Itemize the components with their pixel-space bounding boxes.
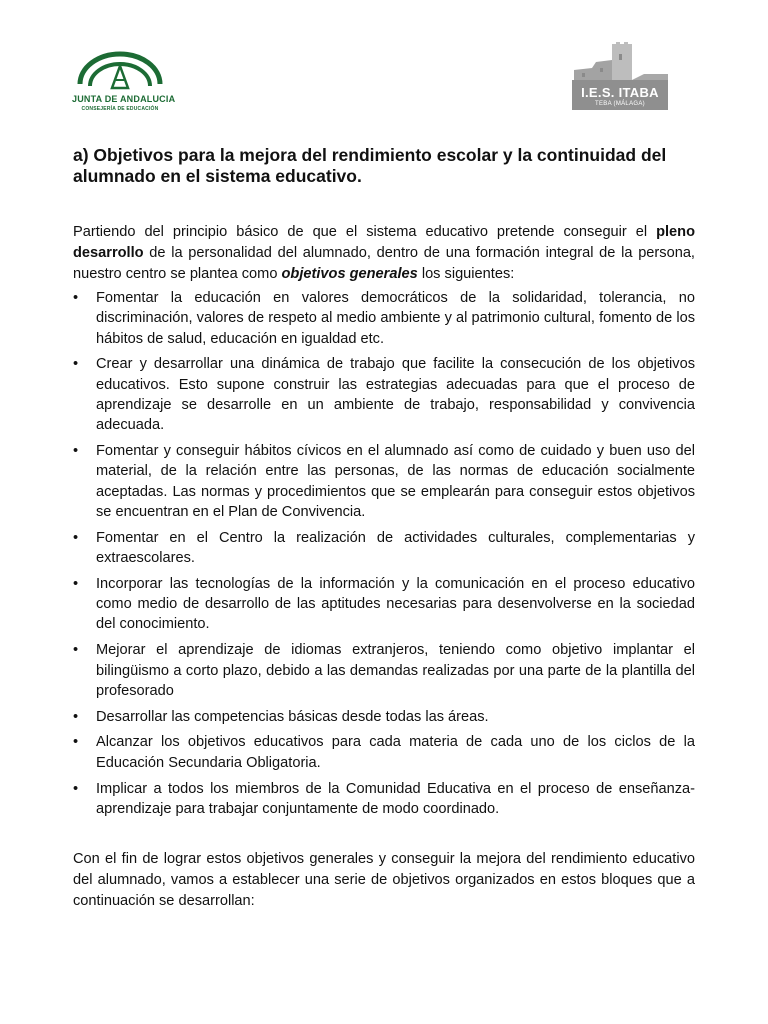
- intro-text-3: los siguientes:: [417, 266, 515, 282]
- objectives-list: [73, 288, 695, 825]
- intro-text-2: de la personalidad del alumnado, dentro de una formación integral de la persona, nuestro centro se plantea como: [73, 245, 695, 282]
- section-heading: a) Objetivos para la mejora del rendimiento escolar y la continuidad del alumnado en el sistema educativo.: [73, 145, 667, 186]
- objective-item: • Fomentar y conseguir hábitos cívicos en el alumnado así como de cuidado y buen uso del material, de la relación entre las personas, de las normas de educación socialmente aceptadas. Las normas y procedimientos que se emplearán para conseguir estos objetivos se encuentran en el Plan de Convivencia.: [73, 441, 695, 522]
- objective-item: • Incorporar las tecnologías de la información y la comunicación en el proceso educativo como medio de desarrollo de las aptitudes necesarias para desenvolverse en la sociedad del conocimiento.: [73, 574, 695, 635]
- objective-item: • Desarrollar las competencias básicas desde todas las áreas.: [73, 707, 695, 727]
- ies-logo-name: I.E.S. ITABA: [581, 85, 659, 100]
- intro-paragraph: [73, 222, 695, 285]
- junta-logo-subtitle: CONSEJERÍA DE EDUCACIÓN: [81, 106, 159, 112]
- objective-item: • Implicar a todos los miembros de la Comunidad Educativa en el proceso de enseñanza-aprendizaje para trabajar conjuntamente de modo coordinado.: [73, 779, 695, 820]
- junta-arch-emblem-icon: [72, 50, 168, 94]
- junta-andalucia-logo: [72, 50, 176, 116]
- ies-itaba-logo: [572, 40, 668, 110]
- closing-paragraph: Con el fin de lograr estos objetivos generales y conseguir la mejora del rendimiento educativo del alumnado, vamos a establecer una serie de objetivos organizados en estos bloques que a continuación se desarrollan:: [73, 851, 695, 909]
- ies-logo-location: TEBA (MÁLAGA): [595, 101, 645, 107]
- intro-bold-phrase: pleno desarrollo: [73, 224, 695, 261]
- intro-text-1: Partiendo del principio básico de que el sistema educativo pretende conseguir el: [73, 224, 657, 240]
- junta-logo-title: JUNTA DE ANDALUCIA: [72, 94, 176, 104]
- objective-item: • Fomentar en el Centro la realización de actividades culturales, complementarias y extraescolares.: [73, 528, 695, 569]
- intro-bold-italic-phrase: objetivos generales: [281, 266, 418, 282]
- objective-item: • Crear y desarrollar una dinámica de trabajo que facilite la consecución de los objetivos educativos. Esto supone construir las estrategias adecuadas para que el proceso de aprendizaje se desarrolle en un ambiente de trabajo, responsabilidad y convivencia adecuada.: [73, 354, 695, 435]
- objective-item: • Mejorar el aprendizaje de idiomas extranjeros, teniendo como objetivo implantar el bilingüismo a corto plazo, debido a las demandas realizadas por una parte de la plantilla del profesorado: [73, 640, 695, 701]
- objective-item: • Fomentar la educación en valores democráticos de la solidaridad, tolerancia, no discriminación, valores de respeto al medio ambiente y al patrimonio cultural, fomento de los hábitos de salud, educación en igualdad etc.: [73, 288, 695, 349]
- objective-item: • Alcanzar los objetivos educativos para cada materia de cada uno de los ciclos de la Educación Secundaria Obligatoria.: [73, 732, 695, 773]
